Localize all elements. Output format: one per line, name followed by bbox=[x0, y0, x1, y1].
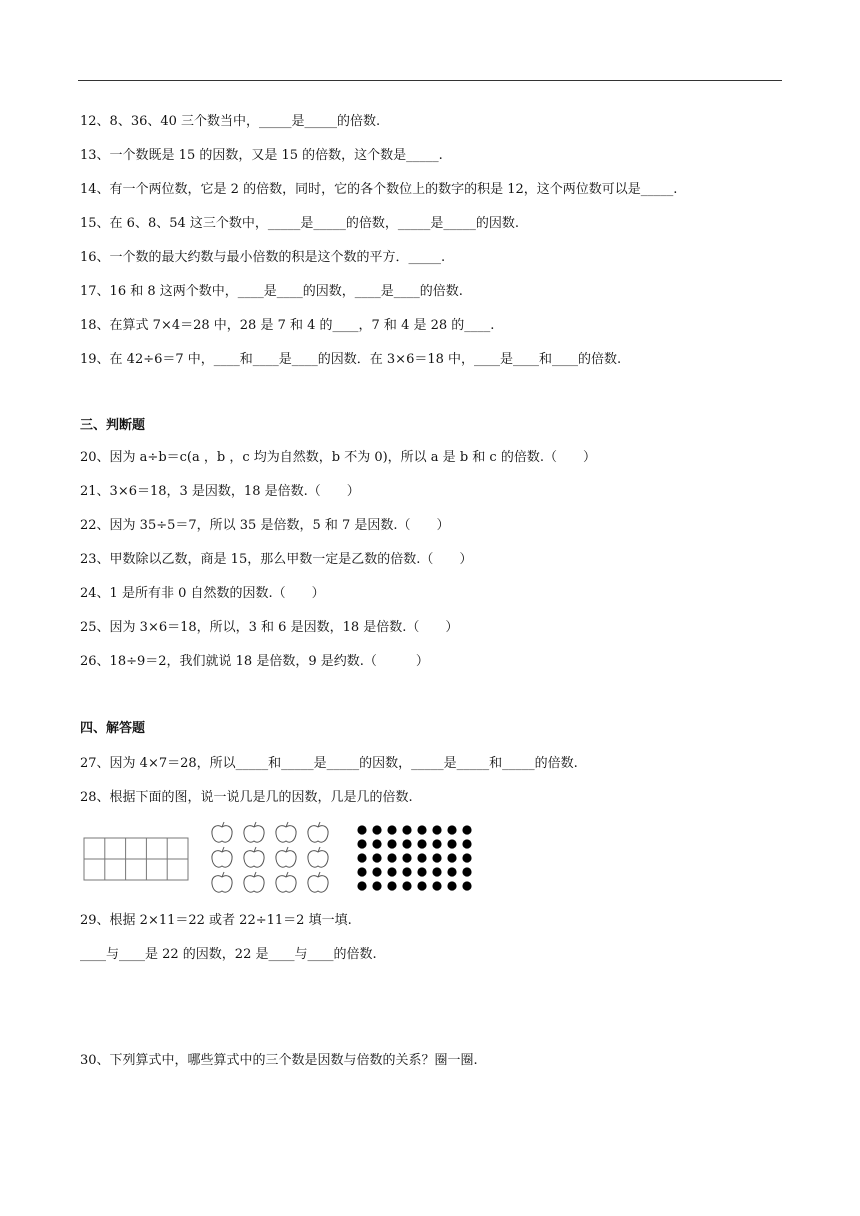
dot bbox=[357, 825, 366, 834]
dot bbox=[387, 853, 396, 862]
dot bbox=[372, 867, 381, 876]
dot bbox=[447, 853, 456, 862]
question-20: 20、因为 a÷b＝c(a ，b ，c 均为自然数，b 不为 0)，所以 a 是 b 和 c 的倍数.（ ） bbox=[80, 450, 596, 465]
question-24: 24、1 是所有非 0 自然数的因数.（ ） bbox=[80, 586, 325, 601]
dot bbox=[432, 853, 441, 862]
apple-icon bbox=[244, 822, 264, 842]
apple-icon bbox=[244, 872, 264, 892]
dot bbox=[387, 839, 396, 848]
dots-figure bbox=[356, 824, 474, 894]
dot bbox=[462, 867, 471, 876]
dot bbox=[372, 825, 381, 834]
question-29: 29、根据 2×11＝22 或者 22÷11＝2 填一填. bbox=[80, 913, 352, 928]
dot bbox=[447, 881, 456, 890]
dot bbox=[372, 853, 381, 862]
dot bbox=[432, 825, 441, 834]
question-27: 27、因为 4×7＝28，所以_____和_____是_____的因数，_____是_____和_____的倍数. bbox=[80, 756, 578, 771]
dot bbox=[417, 881, 426, 890]
question-12: 12、8、36、40 三个数当中，_____是_____的倍数. bbox=[80, 114, 381, 129]
dot bbox=[372, 881, 381, 890]
apple-icon bbox=[276, 872, 296, 892]
apples-figure bbox=[207, 818, 337, 898]
dot bbox=[402, 853, 411, 862]
question-19: 19、在 42÷6＝7 中，____和____是____的因数．在 3×6＝18 中，____是____和____的倍数. bbox=[80, 352, 622, 367]
question-28: 28、根据下面的图，说一说几是几的因数，几是几的倍数. bbox=[80, 790, 413, 805]
dot bbox=[432, 867, 441, 876]
question-30: 30、下列算式中，哪些算式中的三个数是因数与倍数的关系？圈一圈. bbox=[80, 1053, 478, 1068]
question-14: 14、有一个两位数，它是 2 的倍数，同时，它的各个数位上的数字的积是 12，这个两位数可以是_____. bbox=[80, 182, 678, 197]
dot bbox=[417, 839, 426, 848]
section-heading-judgement: 三、判断题 bbox=[80, 418, 146, 433]
dot bbox=[417, 853, 426, 862]
apple-icon bbox=[308, 822, 328, 842]
apple-icon bbox=[244, 847, 264, 867]
apple-icon bbox=[212, 822, 232, 842]
dot bbox=[402, 825, 411, 834]
question-21: 21、3×6＝18，3 是因数，18 是倍数.（ ） bbox=[80, 484, 360, 499]
dot bbox=[417, 825, 426, 834]
dot bbox=[447, 839, 456, 848]
dot bbox=[462, 881, 471, 890]
question-25: 25、因为 3×6＝18，所以，3 和 6 是因数，18 是倍数.（ ） bbox=[80, 620, 459, 635]
apple-icon bbox=[212, 872, 232, 892]
question-22: 22、因为 35÷5＝7，所以 35 是倍数，5 和 7 是因数.（ ） bbox=[80, 518, 450, 533]
dot bbox=[402, 867, 411, 876]
question-26: 26、18÷9＝2，我们就说 18 是倍数，9 是约数.（ ） bbox=[80, 654, 429, 669]
dot bbox=[462, 853, 471, 862]
dot bbox=[402, 881, 411, 890]
question-29-fill: ____与____是 22 的因数，22 是____与____的倍数. bbox=[80, 947, 377, 962]
question-17: 17、16 和 8 这两个数中，____是____的因数，____是____的倍数. bbox=[80, 284, 463, 299]
apple-icon bbox=[212, 847, 232, 867]
dot bbox=[402, 839, 411, 848]
dot bbox=[462, 839, 471, 848]
dot bbox=[357, 867, 366, 876]
dot bbox=[357, 853, 366, 862]
dot bbox=[357, 881, 366, 890]
dot bbox=[372, 839, 381, 848]
apple-icon bbox=[308, 872, 328, 892]
dot bbox=[447, 825, 456, 834]
apple-icon bbox=[308, 847, 328, 867]
question-13: 13、一个数既是 15 的因数，又是 15 的倍数，这个数是_____. bbox=[80, 148, 443, 163]
header-rule bbox=[78, 80, 782, 81]
section-heading-answer: 四、解答题 bbox=[80, 721, 146, 736]
dot bbox=[447, 867, 456, 876]
dot bbox=[387, 881, 396, 890]
question-16: 16、一个数的最大约数与最小倍数的积是这个数的平方．_____. bbox=[80, 250, 446, 265]
question-18: 18、在算式 7×4＝28 中，28 是 7 和 4 的____，7 和 4 是 28 的____. bbox=[80, 318, 495, 333]
question-15: 15、在 6、8、54 这三个数中，_____是_____的倍数，_____是_____的因数. bbox=[80, 216, 520, 231]
apple-icon bbox=[276, 822, 296, 842]
rectangle-grid-figure bbox=[82, 836, 192, 884]
dot bbox=[387, 867, 396, 876]
dot bbox=[357, 839, 366, 848]
apple-icon bbox=[276, 847, 296, 867]
question-23: 23、甲数除以乙数，商是 15，那么甲数一定是乙数的倍数.（ ） bbox=[80, 552, 473, 567]
dot bbox=[462, 825, 471, 834]
dot bbox=[432, 839, 441, 848]
dot bbox=[387, 825, 396, 834]
dot bbox=[417, 867, 426, 876]
dot bbox=[432, 881, 441, 890]
